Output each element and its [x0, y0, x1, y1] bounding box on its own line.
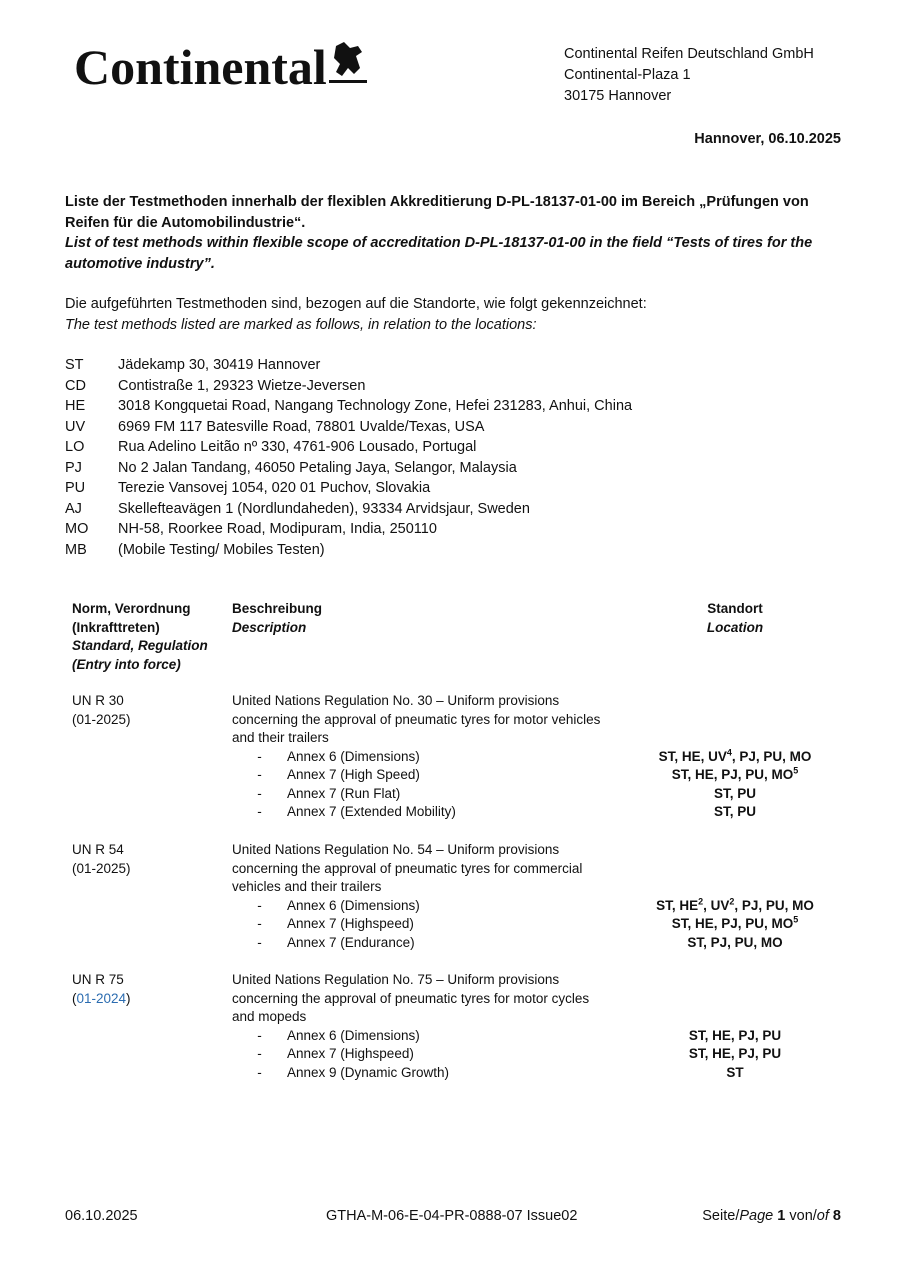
annex-item — [232, 915, 632, 934]
bullet-dash: - — [257, 934, 262, 950]
location-address: 3018 Kongquetai Road, Nangang Technology Zone, Hefei 231283, Anhui, China — [118, 398, 633, 414]
bullet-dash: - — [257, 916, 262, 931]
annex-label: Annex 7 (Extended Mobility) — [287, 804, 456, 819]
header-loc-en: Location — [706, 619, 764, 635]
description-line: concerning the approval of pneumatic tyres for motor vehicles — [232, 711, 601, 727]
annex-label: Annex 7 (Highspeed) — [287, 916, 414, 931]
location-value: ST, $HE^2$, $UV^2$, PJ, PU, MO — [656, 896, 814, 913]
annex-label: Annex 6 (Dimensions) — [287, 1027, 420, 1043]
location-address: Rua Adelino Leitão nº 330, 4761-906 Lousado, Portugal — [118, 439, 477, 455]
annex-item — [232, 1045, 632, 1064]
location-value: ST, PJ, PU, MO — [687, 934, 783, 950]
description-line: United Nations Regulation No. 30 – Uniform provisions — [232, 693, 560, 708]
intro-text — [65, 294, 647, 335]
norm-date-link[interactable]: 01-2024 — [76, 990, 127, 1006]
norm-cell — [72, 841, 222, 878]
location-code: CD — [65, 377, 86, 394]
footer-page-number: Seite/Page 1 von/of 8 — [702, 1208, 841, 1224]
location-item — [65, 376, 632, 397]
annex-item — [232, 785, 632, 804]
location-item — [65, 478, 632, 499]
continental-logo — [74, 38, 374, 100]
location-value: ST, HE, PJ, PU, $MO^5$ — [671, 765, 799, 782]
norm-date: (01-2025) — [72, 860, 131, 876]
annex-label: Annex 9 (Dynamic Growth) — [287, 1064, 450, 1080]
annex-item — [232, 748, 632, 767]
description-line: and mopeds — [232, 1009, 307, 1024]
norm-cell — [72, 971, 222, 1008]
bullet-dash: - — [257, 1027, 262, 1043]
annex-item — [232, 1064, 632, 1083]
norm-name: UN R 54 — [72, 842, 124, 857]
location-cell — [640, 748, 830, 822]
bullet-dash: - — [257, 785, 262, 801]
location-code: PU — [65, 480, 86, 496]
norm-date: (01-2025) — [72, 711, 131, 727]
location-item — [65, 540, 632, 561]
location-item — [65, 355, 632, 376]
annex-label: Annex 7 (High Speed) — [287, 767, 420, 782]
header-desc-en: Description — [232, 619, 307, 635]
header-loc-de: Standort — [707, 601, 763, 616]
header-desc-de: Beschreibung — [232, 601, 323, 616]
title-german: Liste der Testmethoden innerhalb der flexiblen Akkreditierung D-PL-18137-01-00 im Bereich „Prüfungen von Reifen für die Automobilindustrie“. — [65, 194, 809, 231]
description-line: concerning the approval of pneumatic tyres for commercial — [232, 860, 583, 876]
location-item — [65, 519, 632, 540]
footer-document-id: GTHA-M-06-E-04-PR-0888-07 Issue02 — [326, 1208, 578, 1224]
location-address: Terezie Vansovej 1054, 020 01 Puchov, Slovakia — [118, 480, 431, 496]
header-location — [650, 600, 820, 637]
annex-label: Annex 6 (Dimensions) — [287, 748, 420, 764]
location-value: ST — [726, 1064, 744, 1080]
location-value: ST, PU — [713, 785, 756, 801]
location-cell — [640, 1027, 830, 1083]
location-item — [65, 437, 632, 458]
description-cell — [232, 692, 632, 822]
company-address — [564, 44, 814, 107]
location-code: PJ — [65, 459, 82, 476]
location-address: (Mobile Testing/ Mobiles Testen) — [118, 541, 325, 558]
location-code: UV — [65, 418, 86, 435]
location-value: ST, PU — [713, 804, 756, 819]
norm-cell — [72, 692, 222, 729]
bullet-dash: - — [257, 767, 262, 782]
location-value: ST, HE, $UV^4$, PJ, PU, MO — [658, 747, 812, 764]
header-norm — [72, 600, 232, 674]
header-norm-en2: (Entry into force) — [72, 656, 181, 672]
title-english: List of test methods within flexible scope of accreditation D-PL-18137-01-00 in the field “Tests of tires for the automotive industry”. — [65, 235, 813, 272]
annex-label: Annex 6 (Dimensions) — [287, 897, 420, 913]
company-street: Continental-Plaza 1 — [564, 67, 691, 83]
location-address: No 2 Jalan Tandang, 46050 Petaling Jaya, Selangor, Malaysia — [118, 459, 517, 476]
description-line: United Nations Regulation No. 54 – Uniform provisions — [232, 842, 560, 857]
location-address: Skellefteavägen 1 (Nordlundaheden), 93334 Arvidsjaur, Sweden — [118, 500, 530, 517]
annex-item — [232, 934, 632, 953]
location-code: ST — [65, 357, 84, 373]
footer-date: 06.10.2025 — [65, 1208, 138, 1224]
description-cell — [232, 841, 632, 952]
annex-item — [232, 897, 632, 916]
location-code: AJ — [65, 500, 82, 517]
horse-icon — [329, 42, 367, 83]
location-cell — [640, 897, 830, 953]
location-address: Jädekamp 30, 30419 Hannover — [118, 357, 321, 373]
annex-label: Annex 7 (Highspeed) — [287, 1046, 414, 1061]
location-item — [65, 458, 632, 479]
annex-label: Annex 7 (Run Flat) — [287, 785, 401, 801]
locations-list — [65, 355, 632, 560]
bullet-dash: - — [257, 1046, 262, 1061]
bullet-dash: - — [257, 897, 262, 913]
description-line: United Nations Regulation No. 75 – Uniform provisions — [232, 972, 560, 987]
bullet-dash: - — [257, 804, 262, 819]
norm-name: UN R 30 — [72, 693, 124, 708]
annex-item — [232, 1027, 632, 1046]
location-code: MB — [65, 541, 87, 558]
norm-name: UN R 75 — [72, 972, 124, 987]
header-norm-de2: (Inkrafttreten) — [72, 619, 160, 635]
norm-date-value: 01-2025 — [76, 711, 127, 727]
location-address: NH-58, Roorkee Road, Modipuram, India, 250110 — [118, 521, 437, 537]
annex-item — [232, 766, 632, 785]
intro-german: Die aufgeführten Testmethoden sind, bezogen auf die Standorte, wie folgt gekennzeichnet: — [65, 296, 647, 312]
bullet-dash: - — [257, 1064, 262, 1080]
description-cell — [232, 971, 632, 1082]
description-line: vehicles and their trailers — [232, 879, 382, 894]
location-value: ST, HE, PJ, PU — [688, 1046, 782, 1061]
location-code: HE — [65, 398, 86, 414]
location-value: ST, HE, PJ, PU — [688, 1027, 782, 1043]
description-line: and their trailers — [232, 730, 329, 745]
document-date: Hannover, 06.10.2025 — [694, 131, 841, 147]
header-norm-en: Standard, Regulation — [72, 638, 208, 653]
location-address: 6969 FM 117 Batesville Road, 78801 Uvalde/Texas, USA — [118, 418, 485, 435]
annex-item — [232, 803, 632, 822]
norm-date-value: 01-2025 — [76, 860, 127, 876]
norm-date: (01-2024) — [72, 990, 131, 1006]
header-description — [232, 600, 322, 637]
location-code: LO — [65, 439, 85, 455]
location-item — [65, 499, 632, 520]
description-line: concerning the approval of pneumatic tyres for motor cycles — [232, 990, 590, 1006]
intro-english: The test methods listed are marked as follows, in relation to the locations: — [65, 316, 537, 333]
bullet-dash: - — [257, 748, 262, 764]
location-address: Contistraße 1, 29323 Wietze-Jeversen — [118, 377, 366, 394]
document-title — [65, 192, 845, 274]
annex-label: Annex 7 (Endurance) — [287, 934, 415, 950]
location-code: MO — [65, 521, 89, 537]
logo-text: Continental — [74, 39, 327, 95]
company-name: Continental Reifen Deutschland GmbH — [564, 46, 814, 62]
header-norm-de: Norm, Verordnung — [72, 601, 191, 616]
location-item — [65, 417, 632, 438]
company-city: 30175 Hannover — [564, 88, 672, 104]
location-value: ST, HE, PJ, PU, $MO^5$ — [671, 914, 799, 931]
location-item — [65, 396, 632, 417]
